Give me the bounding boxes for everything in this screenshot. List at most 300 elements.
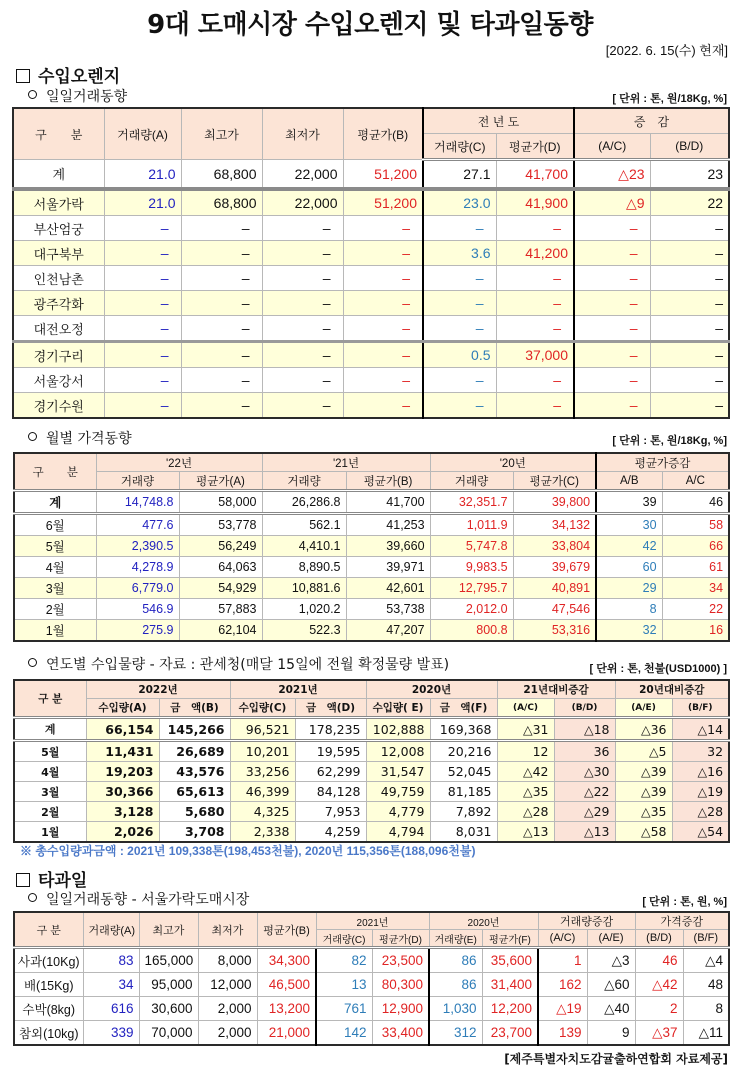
- market-name: 경기수원: [13, 393, 104, 419]
- import-total-footnote: ※ 총수입량과금액 : 2021년 109,338톤(198,453천불), 2020년 115,356톤(188,096천불): [20, 844, 476, 858]
- unit-label: [ 단위 : 톤, 천불(USD1000) ]: [589, 663, 727, 675]
- avg-price-b: 34,300: [257, 948, 316, 973]
- volume-c: –: [423, 393, 496, 419]
- header-min-price: 최저가: [262, 108, 343, 160]
- min-price: –: [262, 291, 343, 316]
- qty-c: 2,338: [230, 822, 295, 843]
- qty-e: 31,547: [366, 762, 430, 782]
- header-a-e: (A/E): [615, 699, 672, 718]
- change-a-c: –: [574, 216, 650, 241]
- header-max-price: 최고가: [139, 912, 198, 948]
- change-b-d: 2: [635, 997, 683, 1021]
- avg-price-20: 39,679: [513, 557, 596, 578]
- qty-c: 46,399: [230, 782, 295, 802]
- change-b-f: 32: [672, 741, 729, 762]
- avg-price-d: 80,300: [372, 973, 429, 997]
- table-row: [13, 241, 729, 266]
- avg-price-22: 58,000: [179, 491, 262, 514]
- max-price: 68,800: [181, 189, 262, 216]
- market-name: 부산엄궁: [13, 216, 104, 241]
- volume-21: 26,286.8: [262, 491, 346, 514]
- change-a-c: –: [574, 393, 650, 419]
- table-row: [14, 599, 729, 620]
- data-source-credit: [제주특별자치도감귤출하연합회 자료제공]: [504, 1052, 728, 1066]
- avg-price-d: 23,500: [372, 948, 429, 973]
- table-row-total: [14, 491, 729, 514]
- change-a-c: –: [574, 291, 650, 316]
- volume-c: 23.0: [423, 189, 496, 216]
- change-b-d: 36: [554, 741, 615, 762]
- change-a-e: △39: [615, 782, 672, 802]
- header-avg-f: 평균가(F): [482, 930, 538, 948]
- amt-d: 62,299: [295, 762, 366, 782]
- header-a-b: A/B: [596, 472, 662, 491]
- header-a-c: A/C: [662, 472, 729, 491]
- header-year-2020: 2020년: [429, 912, 538, 930]
- max-price: –: [181, 393, 262, 419]
- other-fruit-daily-table: [13, 911, 730, 1046]
- qty-e: 102,888: [366, 718, 430, 741]
- volume-20: 9,983.5: [430, 557, 513, 578]
- header-min-price: 최저가: [198, 912, 257, 948]
- min-price: –: [262, 316, 343, 342]
- avg-price-21: 53,738: [346, 599, 430, 620]
- avg-price-21: 42,601: [346, 578, 430, 599]
- qty-a: 11,431: [86, 741, 159, 762]
- market-name: 서울가락: [13, 189, 104, 216]
- change-a-b: 60: [596, 557, 662, 578]
- min-price: –: [262, 266, 343, 291]
- table-row: [13, 266, 729, 291]
- volume-a: –: [104, 368, 181, 393]
- subsection-title: 연도별 수입물량 - 자료 : 관세청(매달 15일에 전월 확정물량 발표): [46, 657, 450, 673]
- change-b-d: △30: [554, 762, 615, 782]
- volume-c: 142: [316, 1021, 372, 1046]
- volume-20: 32,351.7: [430, 491, 513, 514]
- avg-price-d: 41,700: [496, 160, 574, 190]
- market-name: 서울강서: [13, 368, 104, 393]
- avg-price-b: 46,500: [257, 973, 316, 997]
- unit-label: [ 단위 : 톤, 원/18Kg, %]: [612, 435, 727, 447]
- max-price: –: [181, 316, 262, 342]
- volume-e: 86: [429, 948, 482, 973]
- change-a-b: 39: [596, 491, 662, 514]
- max-price: 30,600: [139, 997, 198, 1021]
- max-price: 95,000: [139, 973, 198, 997]
- change-b-f: △14: [672, 718, 729, 741]
- volume-c: –: [423, 266, 496, 291]
- volume-a: 616: [83, 997, 139, 1021]
- section-title: 수입오렌지: [38, 67, 121, 87]
- market-name: 광주각화: [13, 291, 104, 316]
- amt-b: 65,613: [159, 782, 230, 802]
- amt-d: 7,953: [295, 802, 366, 822]
- volume-20: 1,011.9: [430, 514, 513, 536]
- table-row: [14, 802, 729, 822]
- change-a-c: –: [574, 266, 650, 291]
- volume-a: –: [104, 241, 181, 266]
- header-year-2021: 2021년: [230, 680, 366, 699]
- qty-c: 10,201: [230, 741, 295, 762]
- avg-price-20: 33,804: [513, 536, 596, 557]
- avg-price-b: –: [343, 266, 423, 291]
- volume-e: 1,030: [429, 997, 482, 1021]
- month-label: 2월: [14, 599, 96, 620]
- change-b-f: △11: [683, 1021, 729, 1046]
- header-amt-d: 금 액(D): [295, 699, 366, 718]
- table-row: [14, 620, 729, 642]
- change-a-c: 162: [538, 973, 587, 997]
- avg-price-21: 41,700: [346, 491, 430, 514]
- volume-c: –: [423, 316, 496, 342]
- avg-price-b: –: [343, 393, 423, 419]
- min-price: –: [262, 393, 343, 419]
- header-year-2021: 2021년: [316, 912, 429, 930]
- header-volume-a: 거래량(A): [104, 108, 181, 160]
- header-avg-c: 평균가(C): [513, 472, 596, 491]
- table-row-total: [14, 718, 729, 741]
- change-b-f: △19: [672, 782, 729, 802]
- volume-a: –: [104, 266, 181, 291]
- change-a-b: 29: [596, 578, 662, 599]
- header-avg-b: 평균가(B): [343, 108, 423, 160]
- header-a-c: (A/C): [538, 930, 587, 948]
- amt-d: 178,235: [295, 718, 366, 741]
- max-price: 165,000: [139, 948, 198, 973]
- square-bullet-icon: [16, 873, 30, 887]
- avg-price-d: –: [496, 216, 574, 241]
- header-a-e: (A/E): [587, 930, 635, 948]
- header-avg-a: 평균가(A): [179, 472, 262, 491]
- volume-a: –: [104, 316, 181, 342]
- table-row-total: [13, 160, 729, 190]
- header-b-d: (B/D): [650, 134, 729, 160]
- amt-f: 20,216: [430, 741, 497, 762]
- table-row: [14, 741, 729, 762]
- min-price: 2,000: [198, 1021, 257, 1046]
- change-b-d: △13: [554, 822, 615, 843]
- change-a-e: △60: [587, 973, 635, 997]
- change-a-c: △35: [497, 782, 554, 802]
- fruit-name: 배(15Kg): [14, 973, 83, 997]
- volume-c: 0.5: [423, 342, 496, 368]
- header-qty-e: 수입량( E): [366, 699, 430, 718]
- volume-22: 477.6: [96, 514, 179, 536]
- qty-e: 49,759: [366, 782, 430, 802]
- change-a-b: 42: [596, 536, 662, 557]
- volume-e: 312: [429, 1021, 482, 1046]
- header-category: 구 분: [13, 108, 104, 160]
- volume-c: 761: [316, 997, 372, 1021]
- avg-price-f: 12,200: [482, 997, 538, 1021]
- month-label: 1월: [14, 620, 96, 642]
- header-category: 구 분: [14, 680, 86, 718]
- volume-20: 5,747.8: [430, 536, 513, 557]
- change-a-e: △40: [587, 997, 635, 1021]
- volume-22: 2,390.5: [96, 536, 179, 557]
- header-avg-d: 평균가(D): [372, 930, 429, 948]
- header-volume-a: 거래량(A): [83, 912, 139, 948]
- avg-price-f: 31,400: [482, 973, 538, 997]
- subsection-heading-fruit-daily: [28, 889, 249, 909]
- section-heading-other-fruit: [16, 866, 87, 891]
- change-a-b: 8: [596, 599, 662, 620]
- min-price: 22,000: [262, 160, 343, 190]
- change-a-e: △5: [615, 741, 672, 762]
- avg-price-22: 57,883: [179, 599, 262, 620]
- header-vs-21: 21년대비증감: [497, 680, 615, 699]
- subsection-title: 일일거래동향 - 서울가락도매시장: [46, 892, 250, 908]
- change-a-c: △13: [497, 822, 554, 843]
- amt-f: 7,892: [430, 802, 497, 822]
- change-b-d: △18: [554, 718, 615, 741]
- volume-a: 83: [83, 948, 139, 973]
- volume-a: –: [104, 393, 181, 419]
- table-row: [14, 822, 729, 843]
- change-a-c: △19: [538, 997, 587, 1021]
- qty-c: 4,325: [230, 802, 295, 822]
- qty-c: 96,521: [230, 718, 295, 741]
- month-label: 계: [14, 491, 96, 514]
- change-b-d: 23: [650, 160, 729, 190]
- change-a-c: 46: [662, 491, 729, 514]
- change-a-c: –: [574, 316, 650, 342]
- avg-price-b: –: [343, 241, 423, 266]
- header-year-22: '22년: [96, 453, 262, 472]
- page-title: 9대 도매시장 수입오렌지 및 타과일동향: [147, 10, 593, 40]
- header-avg-b: 평균가(B): [257, 912, 316, 948]
- avg-price-21: 47,207: [346, 620, 430, 642]
- change-a-c: 1: [538, 948, 587, 973]
- avg-price-d: –: [496, 316, 574, 342]
- max-price: 70,000: [139, 1021, 198, 1046]
- avg-price-b: 21,000: [257, 1021, 316, 1046]
- avg-price-b: –: [343, 316, 423, 342]
- header-volume: 거래량: [96, 472, 179, 491]
- volume-c: –: [423, 216, 496, 241]
- max-price: –: [181, 291, 262, 316]
- volume-c: –: [423, 291, 496, 316]
- max-price: –: [181, 241, 262, 266]
- market-name: 계: [13, 160, 104, 190]
- amt-d: 84,128: [295, 782, 366, 802]
- table-row: [14, 536, 729, 557]
- avg-price-21: 41,253: [346, 514, 430, 536]
- volume-c: –: [423, 368, 496, 393]
- month-label: 3월: [14, 578, 96, 599]
- subsection-heading-monthly: [28, 428, 132, 448]
- change-b-d: –: [650, 368, 729, 393]
- volume-22: 6,779.0: [96, 578, 179, 599]
- table-row: [14, 762, 729, 782]
- header-qty-c: 수입량(C): [230, 699, 295, 718]
- amt-f: 52,045: [430, 762, 497, 782]
- volume-21: 10,881.6: [262, 578, 346, 599]
- market-name: 대전오정: [13, 316, 104, 342]
- month-label: 5월: [14, 536, 96, 557]
- amt-f: 169,368: [430, 718, 497, 741]
- header-category: 구 분: [14, 453, 96, 491]
- avg-price-22: 56,249: [179, 536, 262, 557]
- header-change: 증 감: [574, 108, 729, 134]
- change-a-c: 34: [662, 578, 729, 599]
- min-price: –: [262, 216, 343, 241]
- subsection-title: 월별 가격동향: [46, 431, 132, 447]
- change-a-e: △3: [587, 948, 635, 973]
- amt-b: 43,576: [159, 762, 230, 782]
- subsection-heading-imports: [28, 654, 449, 674]
- qty-e: 12,008: [366, 741, 430, 762]
- month-label: 4월: [14, 762, 86, 782]
- avg-price-b: –: [343, 342, 423, 368]
- max-price: –: [181, 368, 262, 393]
- change-a-c: –: [574, 342, 650, 368]
- max-price: –: [181, 216, 262, 241]
- avg-price-b: –: [343, 368, 423, 393]
- qty-a: 3,128: [86, 802, 159, 822]
- amt-b: 5,680: [159, 802, 230, 822]
- volume-20: 12,795.7: [430, 578, 513, 599]
- change-a-c: 22: [662, 599, 729, 620]
- change-b-f: △4: [683, 948, 729, 973]
- change-a-c: –: [574, 241, 650, 266]
- volume-a: 339: [83, 1021, 139, 1046]
- change-b-f: △28: [672, 802, 729, 822]
- amt-d: 4,259: [295, 822, 366, 843]
- header-year-21: '21년: [262, 453, 430, 472]
- volume-21: 522.3: [262, 620, 346, 642]
- table-row: [14, 973, 729, 997]
- month-label: 6월: [14, 514, 96, 536]
- avg-price-d: –: [496, 291, 574, 316]
- change-a-e: △58: [615, 822, 672, 843]
- table-row: [13, 189, 729, 216]
- subsection-title: 일일거래동향: [46, 89, 128, 105]
- section-title: 타과일: [38, 871, 88, 891]
- table-row: [14, 948, 729, 973]
- volume-21: 4,410.1: [262, 536, 346, 557]
- unit-label: [ 단위 : 톤, 원, %]: [642, 896, 727, 908]
- min-price: 8,000: [198, 948, 257, 973]
- table-row: [14, 1021, 729, 1046]
- table-row: [13, 316, 729, 342]
- market-name: 대구북부: [13, 241, 104, 266]
- table-row: [14, 557, 729, 578]
- volume-20: 2,012.0: [430, 599, 513, 620]
- min-price: 2,000: [198, 997, 257, 1021]
- change-b-d: △29: [554, 802, 615, 822]
- change-b-d: △37: [635, 1021, 683, 1046]
- avg-price-21: 39,971: [346, 557, 430, 578]
- change-a-c: 66: [662, 536, 729, 557]
- header-a-c: (A/C): [497, 699, 554, 718]
- circle-bullet-icon: [28, 893, 37, 902]
- change-a-c: 58: [662, 514, 729, 536]
- circle-bullet-icon: [28, 432, 37, 441]
- orange-monthly-table: [13, 452, 730, 642]
- avg-price-d: 37,000: [496, 342, 574, 368]
- change-b-d: –: [650, 216, 729, 241]
- avg-price-20: 53,316: [513, 620, 596, 642]
- header-b-f: (B/F): [672, 699, 729, 718]
- table-row: [13, 342, 729, 368]
- change-a-b: 32: [596, 620, 662, 642]
- qty-c: 33,256: [230, 762, 295, 782]
- volume-22: 14,748.8: [96, 491, 179, 514]
- change-b-d: 46: [635, 948, 683, 973]
- header-b-f: (B/F): [683, 930, 729, 948]
- min-price: –: [262, 342, 343, 368]
- volume-a: 21.0: [104, 189, 181, 216]
- avg-price-b: 13,200: [257, 997, 316, 1021]
- change-a-c: △31: [497, 718, 554, 741]
- avg-price-b: –: [343, 291, 423, 316]
- subsection-heading-daily: [28, 86, 127, 106]
- header-volume-c: 거래량(C): [316, 930, 372, 948]
- change-b-d: –: [650, 342, 729, 368]
- max-price: –: [181, 266, 262, 291]
- avg-price-22: 53,778: [179, 514, 262, 536]
- month-label: 3월: [14, 782, 86, 802]
- volume-22: 4,278.9: [96, 557, 179, 578]
- header-year-2022: 2022년: [86, 680, 230, 699]
- month-label: 계: [14, 718, 86, 741]
- avg-price-d: 41,200: [496, 241, 574, 266]
- change-b-d: –: [650, 266, 729, 291]
- volume-a: –: [104, 216, 181, 241]
- avg-price-d: 12,900: [372, 997, 429, 1021]
- avg-price-22: 64,063: [179, 557, 262, 578]
- amt-b: 26,689: [159, 741, 230, 762]
- header-a-c: (A/C): [574, 134, 650, 160]
- orange-imports-table: [13, 679, 730, 843]
- avg-price-20: 34,132: [513, 514, 596, 536]
- table-row: [14, 578, 729, 599]
- amt-f: 81,185: [430, 782, 497, 802]
- section-heading-orange: [16, 62, 120, 87]
- change-a-c: 61: [662, 557, 729, 578]
- volume-e: 86: [429, 973, 482, 997]
- header-avg-d: 평균가(D): [496, 134, 574, 160]
- avg-price-d: 33,400: [372, 1021, 429, 1046]
- min-price: –: [262, 241, 343, 266]
- avg-price-d: –: [496, 393, 574, 419]
- volume-a: 21.0: [104, 160, 181, 190]
- volume-c: 3.6: [423, 241, 496, 266]
- avg-price-b: –: [343, 216, 423, 241]
- fruit-name: 수박(8kg): [14, 997, 83, 1021]
- change-a-c: 139: [538, 1021, 587, 1046]
- table-row: [14, 997, 729, 1021]
- header-volume: 거래량: [430, 472, 513, 491]
- amt-f: 8,031: [430, 822, 497, 843]
- table-row: [13, 216, 729, 241]
- avg-price-b: 51,200: [343, 160, 423, 190]
- header-year-2020: 2020년: [366, 680, 497, 699]
- header-qty-a: 수입량(A): [86, 699, 159, 718]
- change-b-d: –: [650, 241, 729, 266]
- avg-price-f: 23,700: [482, 1021, 538, 1046]
- volume-a: –: [104, 291, 181, 316]
- avg-price-20: 39,800: [513, 491, 596, 514]
- orange-daily-table: [12, 107, 730, 419]
- change-a-c: △23: [574, 160, 650, 190]
- volume-22: 275.9: [96, 620, 179, 642]
- avg-price-22: 54,929: [179, 578, 262, 599]
- month-label: 2월: [14, 802, 86, 822]
- change-a-e: △39: [615, 762, 672, 782]
- table-row: [13, 393, 729, 419]
